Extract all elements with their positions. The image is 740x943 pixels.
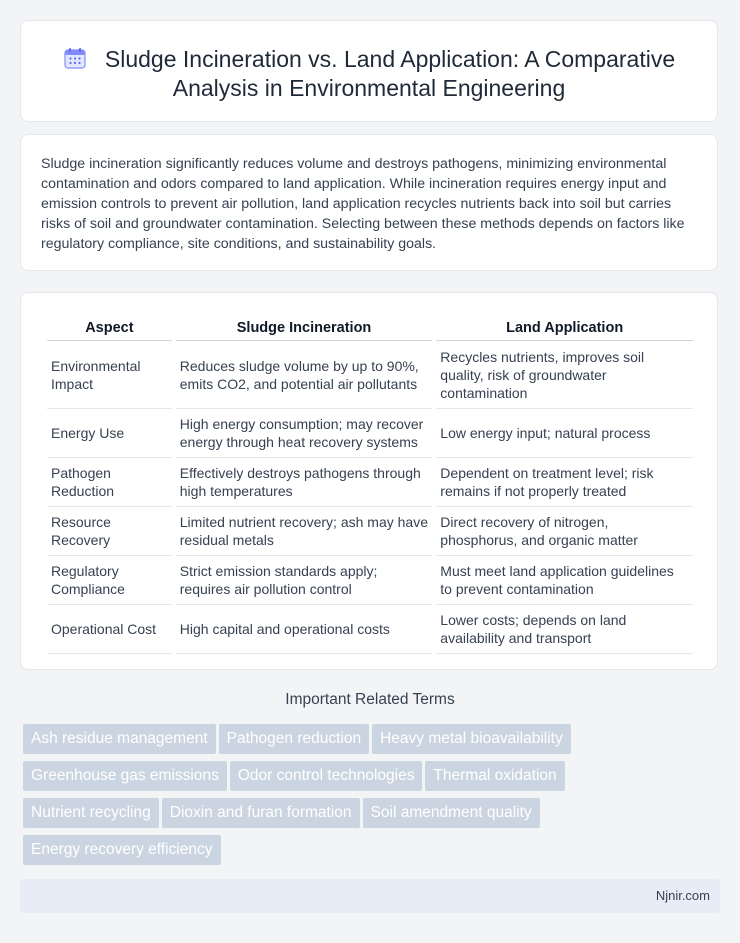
term-tag[interactable]: Thermal oxidation xyxy=(425,761,564,791)
table-row xyxy=(47,556,693,605)
cell-aspect: Pathogen Reduction xyxy=(47,458,172,507)
comparison-table xyxy=(43,313,697,654)
cell-incineration: Limited nutrient recovery; ash may have residual metals xyxy=(176,507,433,556)
term-tag[interactable]: Odor control technologies xyxy=(230,761,423,791)
cell-aspect: Operational Cost xyxy=(47,605,172,654)
cell-incineration: Reduces sludge volume by up to 90%, emits CO2, and potential air pollutants xyxy=(176,341,433,409)
title-card xyxy=(20,20,718,122)
table-row xyxy=(47,409,693,458)
table-row xyxy=(47,458,693,507)
calendar-icon xyxy=(63,46,87,70)
cell-aspect: Regulatory Compliance xyxy=(47,556,172,605)
table-row xyxy=(47,507,693,556)
page-title: Sludge Incineration vs. Land Application: A Comparative Analysis in Environmental Engineering xyxy=(104,46,676,101)
page-title-wrap xyxy=(21,45,717,103)
comparison-table-card xyxy=(20,292,718,670)
related-terms-list xyxy=(23,724,623,872)
cell-aspect: Environmental Impact xyxy=(47,341,172,409)
cell-land-application: Low energy input; natural process xyxy=(436,409,693,458)
cell-land-application: Direct recovery of nitrogen, phosphorus, and organic matter xyxy=(436,507,693,556)
related-terms-title: Important Related Terms xyxy=(285,691,455,708)
term-tag[interactable]: Pathogen reduction xyxy=(219,724,369,754)
cell-aspect: Resource Recovery xyxy=(47,507,172,556)
term-tag[interactable]: Heavy metal bioavailability xyxy=(372,724,571,754)
table-row xyxy=(47,605,693,654)
cell-land-application: Recycles nutrients, improves soil quality, risk of groundwater contamination xyxy=(436,341,693,409)
term-tag[interactable]: Dioxin and furan formation xyxy=(162,798,360,828)
cell-incineration: Effectively destroys pathogens through high temperatures xyxy=(176,458,433,507)
summary-card xyxy=(20,134,718,271)
footer xyxy=(20,879,720,913)
term-tag[interactable]: Soil amendment quality xyxy=(363,798,540,828)
table-row xyxy=(47,341,693,409)
header-land-application: Land Application xyxy=(436,313,693,341)
header-aspect: Aspect xyxy=(47,313,172,341)
cell-land-application: Must meet land application guidelines to prevent contamination xyxy=(436,556,693,605)
term-tag[interactable]: Energy recovery efficiency xyxy=(23,835,221,865)
cell-aspect: Energy Use xyxy=(47,409,172,458)
term-tag[interactable]: Greenhouse gas emissions xyxy=(23,761,227,791)
cell-incineration: High capital and operational costs xyxy=(176,605,433,654)
summary-text: Sludge incineration significantly reduces volume and destroys pathogens, minimizing environmental contamination and odors compared to land application. While incineration requires energy input and emission controls to prevent air pollution, land application recycles nutrients back into soil but carries risks of soil and groundwater contamination. Selecting between these methods depends on factors like regulatory compliance, site conditions, and sustainability goals. xyxy=(41,156,685,252)
term-tag[interactable]: Nutrient recycling xyxy=(23,798,159,828)
cell-land-application: Lower costs; depends on land availability and transport xyxy=(436,605,693,654)
table-header-row xyxy=(47,313,693,341)
cell-incineration: Strict emission standards apply; requires air pollution control xyxy=(176,556,433,605)
cell-incineration: High energy consumption; may recover energy through heat recovery systems xyxy=(176,409,433,458)
footer-site-link[interactable]: Njnir.com xyxy=(655,888,710,903)
term-tag[interactable]: Ash residue management xyxy=(23,724,216,754)
header-incineration: Sludge Incineration xyxy=(176,313,433,341)
cell-land-application: Dependent on treatment level; risk remains if not properly treated xyxy=(436,458,693,507)
